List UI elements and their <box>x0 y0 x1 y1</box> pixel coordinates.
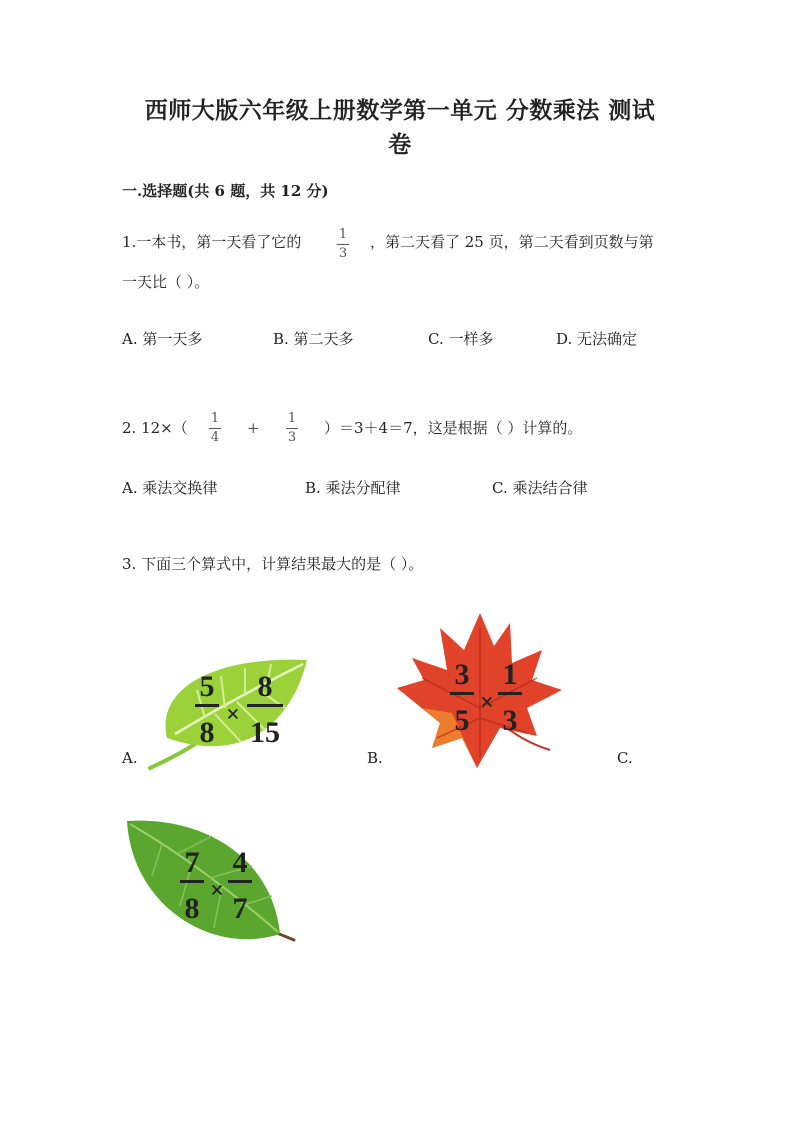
q2-text-b: ）＝3＋4＝7，这是根据（ ）计算的。 <box>324 419 583 437</box>
q1-option-d[interactable]: D. 无法确定 <box>556 330 638 348</box>
q2-fraction-1-numerator: 1 <box>210 411 220 426</box>
q3-text: 3. 下面三个算式中，计算结果最大的是（ ）。 <box>122 555 424 573</box>
leaf-c-den-1: 8 <box>184 892 200 925</box>
q1-fraction-denominator: 3 <box>338 246 348 261</box>
leaf-a-image[interactable] <box>145 650 315 775</box>
q2-fraction-1 <box>209 412 221 445</box>
q2-fraction-2-numerator: 1 <box>287 411 297 426</box>
q2-fraction-1-denominator: 4 <box>210 430 220 445</box>
q1-option-a[interactable]: A. 第一天多 <box>122 330 203 348</box>
q1-fraction <box>337 228 349 261</box>
q2-fraction-2-denominator: 3 <box>287 430 297 445</box>
q1-text-c: 一天比（ ）。 <box>122 273 210 291</box>
leaf-b-image[interactable] <box>392 608 567 778</box>
leaf-c-operator: × <box>210 878 224 904</box>
leaf-b-num-1: 3 <box>454 658 470 691</box>
leaf-b-den-2: 3 <box>502 704 518 737</box>
leaf-a-den-1: 8 <box>199 716 215 749</box>
leaf-a-num-1: 5 <box>199 670 215 703</box>
leaf-c-num-2: 4 <box>232 846 248 879</box>
q2-option-b[interactable]: B. 乘法分配律 <box>305 479 401 497</box>
q3-option-a-label[interactable]: A. <box>122 749 138 767</box>
section-heading: 一.选择题(共 6 题，共 12 分) <box>122 182 329 200</box>
q2-text-a: 2. 12×（ <box>122 419 188 437</box>
q2-plus-sign: + <box>247 419 260 437</box>
q2-option-c[interactable]: C. 乘法结合律 <box>492 479 588 497</box>
leaf-c-den-2: 7 <box>232 892 248 925</box>
leaf-a-operator: × <box>226 702 240 728</box>
leaf-a-num-2: 8 <box>257 670 273 703</box>
q2-fraction-2 <box>286 412 298 445</box>
q1-text-a: 1.一本书，第一天看了它的 <box>122 233 302 251</box>
leaf-c-blade <box>127 821 280 940</box>
q2-option-a[interactable]: A. 乘法交换律 <box>122 479 218 497</box>
title-line-2: 卷 <box>388 131 412 158</box>
leaf-b-den-1: 5 <box>454 704 470 737</box>
leaf-a-den-2: 15 <box>250 716 280 749</box>
page-title <box>100 94 700 162</box>
leaf-b-num-2: 1 <box>502 658 518 691</box>
q1-fraction-numerator: 1 <box>338 227 348 242</box>
q1-text-b: ，第二天看了 25 页，第二天看到页数与第 <box>370 233 654 251</box>
leaf-b-operator: × <box>480 690 494 716</box>
leaf-c-image[interactable] <box>122 816 302 951</box>
q1-option-b[interactable]: B. 第二天多 <box>273 330 354 348</box>
leaf-c-num-1: 7 <box>184 846 200 879</box>
q3-option-c-label[interactable]: C. <box>617 749 633 767</box>
q1-option-c[interactable]: C. 一样多 <box>428 330 494 348</box>
q3-option-b-label[interactable]: B. <box>367 749 383 767</box>
title-line-1: 西师大版六年级上册数学第一单元 分数乘法 测试 <box>144 97 656 124</box>
